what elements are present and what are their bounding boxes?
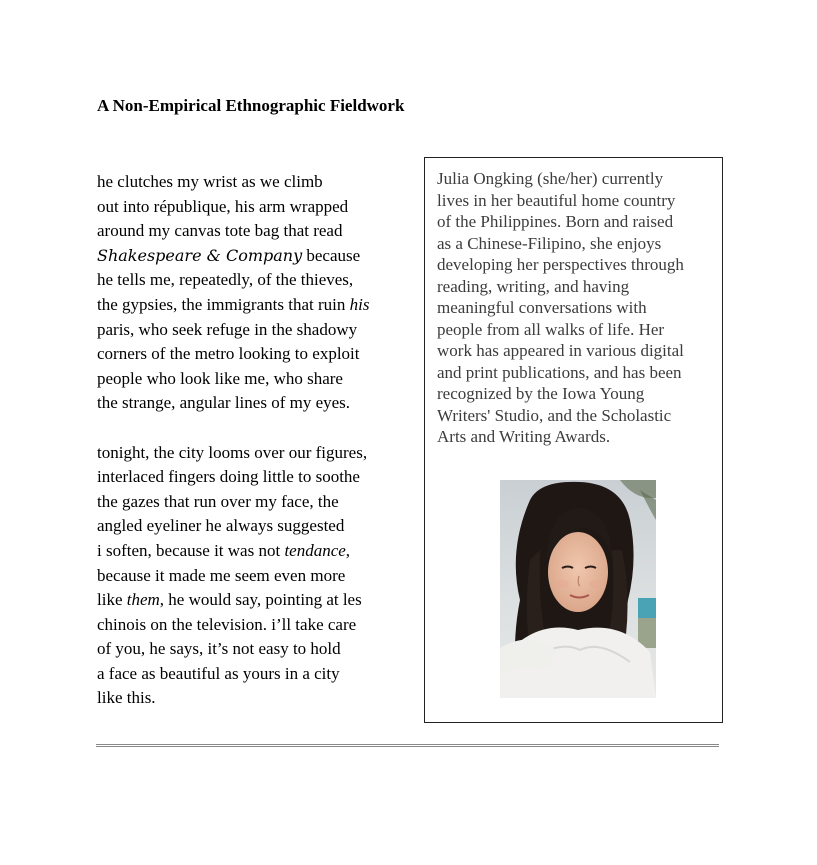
bio-line: of the Philippines. Born and raised bbox=[437, 212, 674, 231]
line-text: the gypsies, the immigrants that ruin bbox=[97, 294, 350, 314]
poem-line bbox=[97, 588, 412, 613]
line-text: i soften, because it was not bbox=[97, 540, 285, 560]
poem-line: he clutches my wrist as we climb bbox=[97, 172, 323, 191]
italic-text: tendance bbox=[284, 540, 346, 560]
italic-text: his bbox=[349, 294, 370, 314]
bio-line: as a Chinese-Filipino, she enjoys bbox=[437, 233, 662, 253]
bio-line: lives in her beautiful home country bbox=[437, 190, 676, 210]
author-bio-box bbox=[424, 157, 723, 723]
poem-line: tonight, the city looms over our figures, bbox=[97, 442, 368, 462]
bio-line: reading, writing, and having bbox=[437, 276, 630, 296]
italic-text: them bbox=[126, 590, 160, 610]
bio-line: and print publications, and has been bbox=[437, 362, 682, 382]
poem-line bbox=[97, 293, 412, 318]
bio-line: Writers' Studio, and the Scholastic bbox=[437, 405, 672, 425]
bio-line: work has appeared in various digital bbox=[437, 341, 684, 360]
line-text: , bbox=[345, 540, 351, 560]
poem-line: the gazes that run over my face, the bbox=[97, 491, 339, 511]
poem-line: he tells me, repeatedly, of the thieves, bbox=[97, 270, 354, 290]
line-text: because bbox=[302, 245, 361, 265]
poem-line bbox=[97, 539, 412, 564]
poem-line: of you, he says, it’s not easy to hold bbox=[97, 639, 341, 659]
line-text: , he would say, pointing at les bbox=[159, 590, 362, 610]
poem-line bbox=[97, 244, 412, 269]
poem-line: because it made me seem even more bbox=[97, 565, 346, 585]
author-bio-text bbox=[437, 168, 722, 448]
bio-line: developing her perspectives through bbox=[437, 255, 684, 274]
bio-line: Arts and Writing Awards. bbox=[437, 427, 611, 446]
bio-line: recognized by the Iowa Young bbox=[437, 384, 645, 403]
poem-line: around my canvas tote bag that read bbox=[97, 221, 343, 241]
poem-line: paris, who seek refuge in the shadowy bbox=[97, 319, 358, 339]
poem-line: angled eyeliner he always suggested bbox=[97, 516, 345, 536]
poem-stanza-1 bbox=[97, 170, 412, 416]
poem-line: the strange, angular lines of my eyes. bbox=[97, 393, 351, 413]
poem-line: like this. bbox=[97, 688, 156, 708]
poem-line: corners of the metro looking to exploit bbox=[97, 344, 360, 364]
line-text: like bbox=[97, 590, 127, 610]
author-photo bbox=[500, 480, 656, 698]
poem-line: chinois on the television. i’ll take care bbox=[97, 614, 357, 634]
poem-stanza-2 bbox=[97, 441, 412, 712]
poem-line: out into république, his arm wrapped bbox=[97, 196, 349, 216]
poem-line: people who look like me, who share bbox=[97, 368, 343, 388]
poem bbox=[97, 170, 412, 711]
poem-line: interlaced fingers doing little to soothe bbox=[97, 467, 360, 487]
bio-line: meaningful conversations with bbox=[437, 298, 647, 317]
horizontal-rule bbox=[96, 744, 719, 747]
page-title: A Non-Empirical Ethnographic Fieldwork bbox=[97, 96, 405, 115]
italic-title-text: Shakespeare & Company bbox=[97, 245, 303, 265]
poem-line: a face as beautiful as yours in a city bbox=[97, 663, 340, 683]
bio-line: Julia Ongking (she/her) currently bbox=[437, 169, 664, 188]
bio-line: people from all walks of life. Her bbox=[437, 319, 665, 339]
